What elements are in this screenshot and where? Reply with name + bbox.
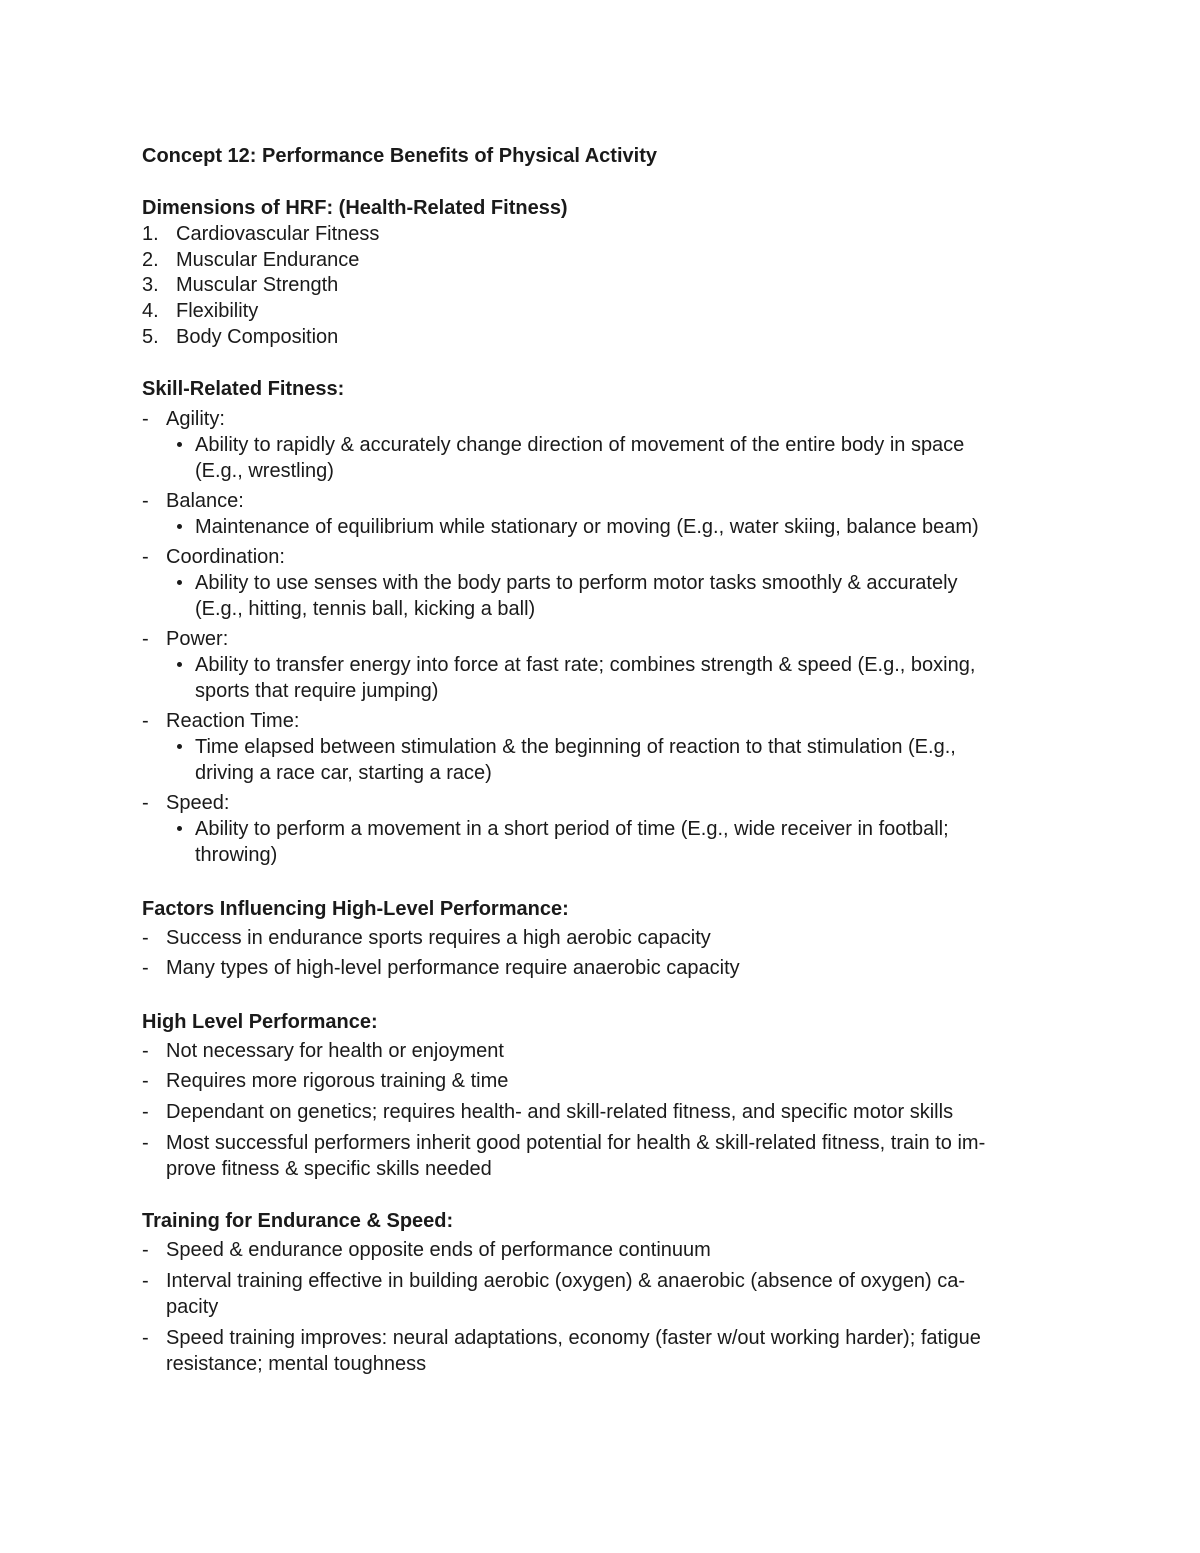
dash-marker: - (142, 710, 149, 732)
dash-marker: - (142, 490, 149, 512)
bullet-icon (177, 442, 182, 447)
bullet-icon (177, 826, 182, 831)
training-item-text: Speed & endurance opposite ends of performance continuum (166, 1239, 711, 1261)
skill-description-cont: (E.g., wrestling) (195, 460, 334, 482)
dash-marker: - (142, 1132, 149, 1154)
dash-marker: - (142, 408, 149, 430)
skill-term: Agility: (166, 408, 225, 430)
factors-item-text: Many types of high-level performance require anaerobic capacity (166, 957, 740, 979)
skill-term: Balance: (166, 490, 244, 512)
high-level-item-text: Dependant on genetics; requires health- and skill-related fitness, and specific motor skills (166, 1101, 954, 1123)
skill-description: Ability to perform a movement in a short period of time (E.g., wide receiver in football; (195, 818, 949, 840)
dash-marker: - (142, 792, 149, 814)
skill-description: Ability to rapidly & accurately change direction of movement of the entire body in space (195, 434, 965, 456)
hrf-item-number: 2. (142, 249, 159, 271)
high-level-item-text: Requires more rigorous training & time (166, 1070, 509, 1092)
training-item-text: Interval training effective in building aerobic (oxygen) & anaerobic (absence of oxygen) ca- (166, 1270, 965, 1292)
dash-marker: - (142, 1101, 149, 1123)
training-item-text-cont: pacity (166, 1296, 219, 1318)
bullet-icon (177, 744, 182, 749)
skill-description: Time elapsed between stimulation & the beginning of reaction to that stimulation (E.g., (195, 736, 956, 758)
dash-marker: - (142, 957, 149, 979)
skill-description-cont: sports that require jumping) (195, 680, 439, 702)
hrf-item-text: Muscular Endurance (176, 249, 360, 271)
hrf-item-text: Muscular Strength (176, 274, 339, 296)
hrf-item-number: 1. (142, 223, 159, 245)
dash-marker: - (142, 1327, 149, 1349)
hrf-item-text: Cardiovascular Fitness (176, 223, 380, 245)
skill-term: Coordination: (166, 546, 285, 568)
hrf-heading: Dimensions of HRF: (Health-Related Fitness) (142, 197, 568, 219)
dash-marker: - (142, 628, 149, 650)
high-level-item-text: Not necessary for health or enjoyment (166, 1040, 504, 1062)
dash-marker: - (142, 546, 149, 568)
hrf-item-number: 4. (142, 300, 159, 322)
hrf-item-number: 3. (142, 274, 159, 296)
training-item-text: Speed training improves: neural adaptations, economy (faster w/out working harder); fatigue (166, 1327, 981, 1349)
factors-heading: Factors Influencing High-Level Performance: (142, 898, 569, 920)
high-level-item-text-cont: prove fitness & specific skills needed (166, 1158, 492, 1180)
skill-description-cont: driving a race car, starting a race) (195, 762, 492, 784)
dash-marker: - (142, 927, 149, 949)
dash-marker: - (142, 1040, 149, 1062)
skill-description: Ability to transfer energy into force at fast rate; combines strength & speed (E.g., boxing, (195, 654, 976, 676)
training-item-text-cont: resistance; mental toughness (166, 1353, 427, 1375)
skill-heading: Skill-Related Fitness: (142, 378, 345, 400)
dash-marker: - (142, 1270, 149, 1292)
document-title: Concept 12: Performance Benefits of Physical Activity (142, 145, 657, 167)
skill-description: Maintenance of equilibrium while stationary or moving (E.g., water skiing, balance beam) (195, 516, 979, 538)
dash-marker: - (142, 1070, 149, 1092)
training-heading: Training for Endurance & Speed: (142, 1210, 454, 1232)
skill-term: Reaction Time: (166, 710, 300, 732)
skill-description: Ability to use senses with the body parts to perform motor tasks smoothly & accurately (195, 572, 958, 594)
factors-item-text: Success in endurance sports requires a high aerobic capacity (166, 927, 711, 949)
bullet-icon (177, 580, 182, 585)
dash-marker: - (142, 1239, 149, 1261)
high-level-heading: High Level Performance: (142, 1011, 378, 1033)
hrf-item-text: Body Composition (176, 326, 339, 348)
skill-description-cont: throwing) (195, 844, 278, 866)
bullet-icon (177, 662, 182, 667)
skill-description-cont: (E.g., hitting, tennis ball, kicking a ball) (195, 598, 536, 620)
skill-term: Speed: (166, 792, 230, 814)
skill-term: Power: (166, 628, 229, 650)
hrf-item-text: Flexibility (176, 300, 259, 322)
high-level-item-text: Most successful performers inherit good potential for health & skill-related fitness, train to im- (166, 1132, 986, 1154)
hrf-item-number: 5. (142, 326, 159, 348)
bullet-icon (177, 524, 182, 529)
